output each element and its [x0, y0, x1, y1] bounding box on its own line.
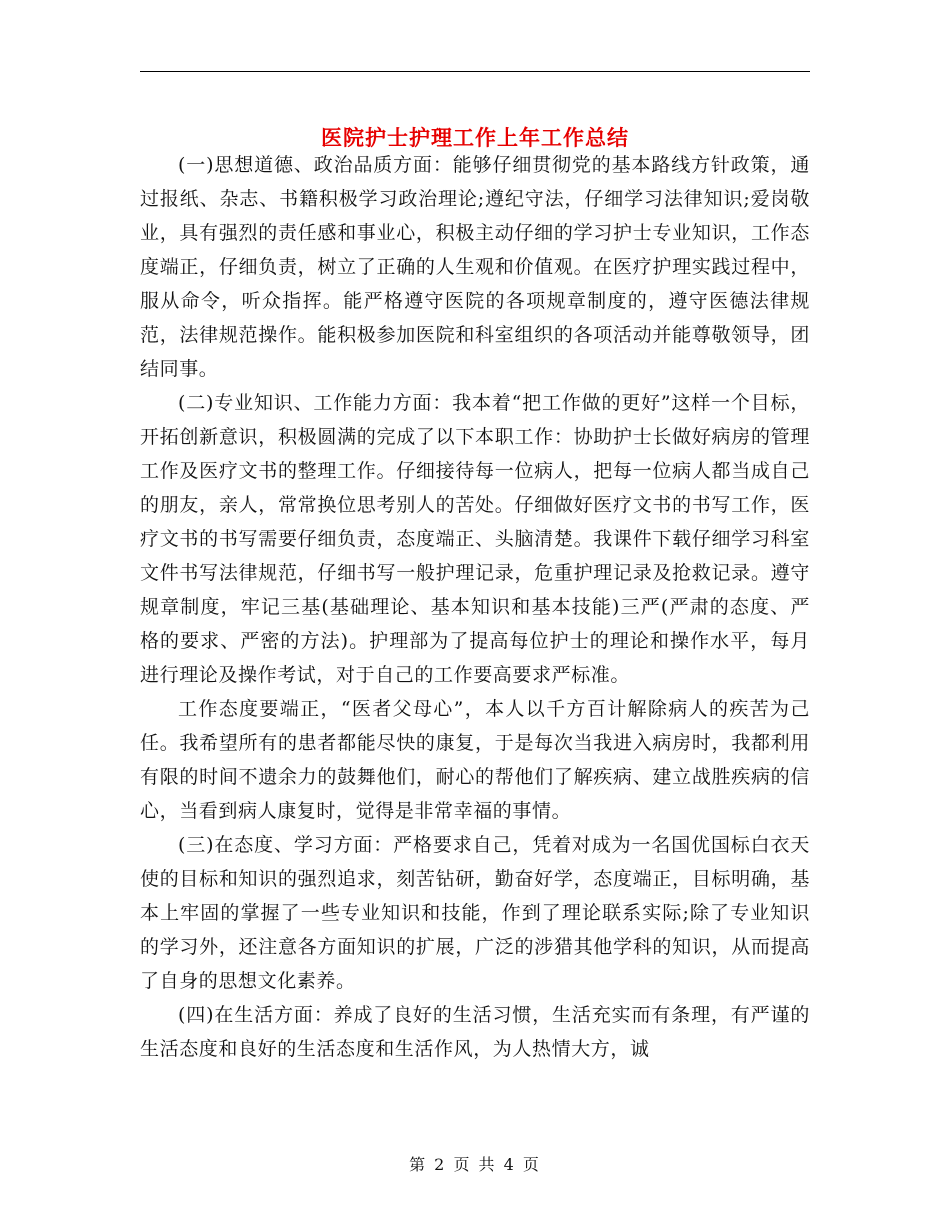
paragraph-1: (一)思想道德、政治品质方面：能够仔细贯彻党的基本路线方针政策，通过报纸、杂志、书籍积极学习政治理论;遵纪守法，仔细学习法律知识;爱岗敬业，具有强烈的责任感和事业心，积极主动仔细的学习护士专业知识，工作态度端正，仔细负责，树立了正确的人生观和价值观。在医疗护理实践过程中，服从命令，听众指挥。能严格遵守医院的各项规章制度的，遵守医德法律规范，法律规范操作。能积极参加医院和科室组织的各项活动并能尊敬领导，团结同事。 [140, 154, 810, 380]
document-body [140, 148, 810, 1066]
paragraph-3: 工作态度要端正，“医者父母心”，本人以千方百计解除病人的疾苦为己任。我希望所有的患者都能尽快的康复，于是每次当我进入病房时，我都利用有限的时间不遗余力的鼓舞他们，耐心的帮他们了解疾病、建立战胜疾病的信心，当看到病人康复时，觉得是非常幸福的事情。 [140, 698, 810, 822]
paragraph-5: (四)在生活方面：养成了良好的生活习惯，生活充实而有条理，有严谨的生活态度和良好的生活态度和生活作风，为人热情大方，诚 [140, 1004, 810, 1060]
page-number-footer: 第 2 页 共 4 页 [409, 1155, 541, 1174]
header-rule [140, 71, 810, 72]
paragraph-4: (三)在态度、学习方面：严格要求自己，凭着对成为一名国优国标白衣天使的目标和知识的强烈追求，刻苦钻研，勤奋好学，态度端正，目标明确，基本上牢固的掌握了一些专业知识和技能，作到了理论联系实际;除了专业知识的学习外，还注意各方面知识的扩展，广泛的涉猎其他学科的知识，从而提高了自身的思想文化素养。 [140, 834, 810, 992]
document-title: 医院护士护理工作上年工作总结 [321, 125, 629, 151]
paragraph-2: (二)专业知识、工作能力方面：我本着“把工作做的更好”这样一个目标，开拓创新意识，积极圆满的完成了以下本职工作：协助护士长做好病房的管理工作及医疗文书的整理工作。仔细接待每一位病人，把每一位病人都当成自己的朋友，亲人，常常换位思考别人的苦处。仔细做好医疗文书的书写工作，医疗文书的书写需要仔细负责，态度端正、头脑清楚。我课件下载仔细学习科室文件书写法律规范，仔细书写一般护理记录，危重护理记录及抢救记录。遵守规章制度，牢记三基(基础理论、基本知识和基本技能)三严(严肃的态度、严格的要求、严密的方法)。护理部为了提高每位护士的理论和操作水平，每月进行理论及操作考试，对于自己的工作要高要求严标准。 [140, 392, 810, 686]
